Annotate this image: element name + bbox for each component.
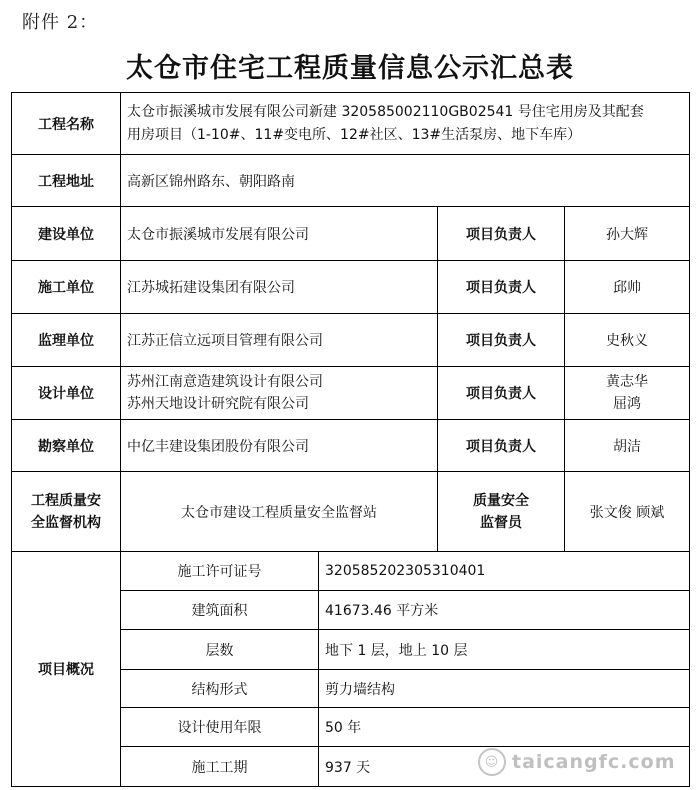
attachment-label: 附件 2： [22,12,99,33]
unit-label: 设计单位 [12,367,121,420]
responsible-label: 项目负责人 [438,367,565,420]
project-name-line2: 用房项目（1-10#、11#变电所、12#社区、13#生活泵房、地下车库） [127,126,582,143]
project-name-value [121,93,690,155]
info-table [11,92,690,787]
responsible-person [565,367,690,420]
row-design-unit [12,367,690,420]
row-survey-unit [12,420,690,472]
supervision-org: 太仓市建设工程质量安全监督站 [121,472,438,552]
overview-item-value: 41673.46 平方米 [319,591,690,630]
overview-item-label: 施工许可证号 [121,552,319,591]
project-name-label: 工程名称 [12,93,121,155]
overview-label: 项目概况 [12,552,121,787]
overview-item-value: 50 年 [319,708,690,747]
row-project-address [12,155,690,207]
page-title: 太仓市住宅工程质量信息公示汇总表 [126,53,574,84]
row-construction-unit [12,207,690,261]
row-project-name [12,93,690,155]
overview-item-label: 层数 [121,630,319,670]
responsible-label: 项目负责人 [438,420,565,472]
watermark-text: taicangfc.com [512,751,676,773]
responsible-person: 胡洁 [565,420,690,472]
project-name-line1: 太仓市振溪城市发展有限公司新建 320585002110GB02541 号住宅用房及其配套 [127,103,644,120]
design-person-1: 黄志华 [606,374,648,390]
project-address-label: 工程地址 [12,155,121,207]
design-company-1: 苏州江南意造建筑设计有限公司 [127,374,323,390]
row-supervision [12,472,690,552]
unit-company: 江苏正信立远项目管理有限公司 [121,314,438,367]
supervision-label-line1: 工程质量安 [31,492,101,509]
unit-label: 建设单位 [12,207,121,261]
overview-item-label: 设计使用年限 [121,708,319,747]
overview-row [12,552,690,591]
responsible-person: 孙大辉 [565,207,690,261]
responsible-label: 项目负责人 [438,207,565,261]
overview-item-label: 结构形式 [121,670,319,708]
inspector-label-line1: 质量安全 [473,492,529,509]
unit-label: 勘察单位 [12,420,121,472]
unit-company: 中亿丰建设集团股份有限公司 [121,420,438,472]
overview-item-value: 剪力墙结构 [319,670,690,708]
unit-company: 江苏城拓建设集团有限公司 [121,261,438,314]
inspector-label [438,472,565,552]
project-address-value: 高新区锦州路东、朝阳路南 [121,155,690,207]
responsible-label: 项目负责人 [438,314,565,367]
overview-item-label: 建筑面积 [121,591,319,630]
inspector-names: 张文俊 顾斌 [565,472,690,552]
overview-item-label: 施工工期 [121,747,319,787]
responsible-label: 项目负责人 [438,261,565,314]
overview-item-value: 320585202305310401 [319,552,690,591]
overview-item-value: 地下 1 层，地上 10 层 [319,630,690,670]
unit-company [121,367,438,420]
inspector-label-line2: 监督员 [480,514,522,531]
supervision-label [12,472,121,552]
responsible-person: 史秋义 [565,314,690,367]
smiley-icon: ☺ [478,748,506,776]
unit-label: 施工单位 [12,261,121,314]
row-supervisor-unit [12,314,690,367]
overview-item-value: 937 天 [319,747,690,787]
design-company-2: 苏州天地设计研究院有限公司 [127,396,309,412]
row-builder-unit [12,261,690,314]
supervision-label-line2: 全监督机构 [31,514,101,531]
site-watermark [478,748,676,776]
responsible-person: 邱帅 [565,261,690,314]
unit-company: 太仓市振溪城市发展有限公司 [121,207,438,261]
design-person-2: 屈鸿 [613,396,641,412]
unit-label: 监理单位 [12,314,121,367]
